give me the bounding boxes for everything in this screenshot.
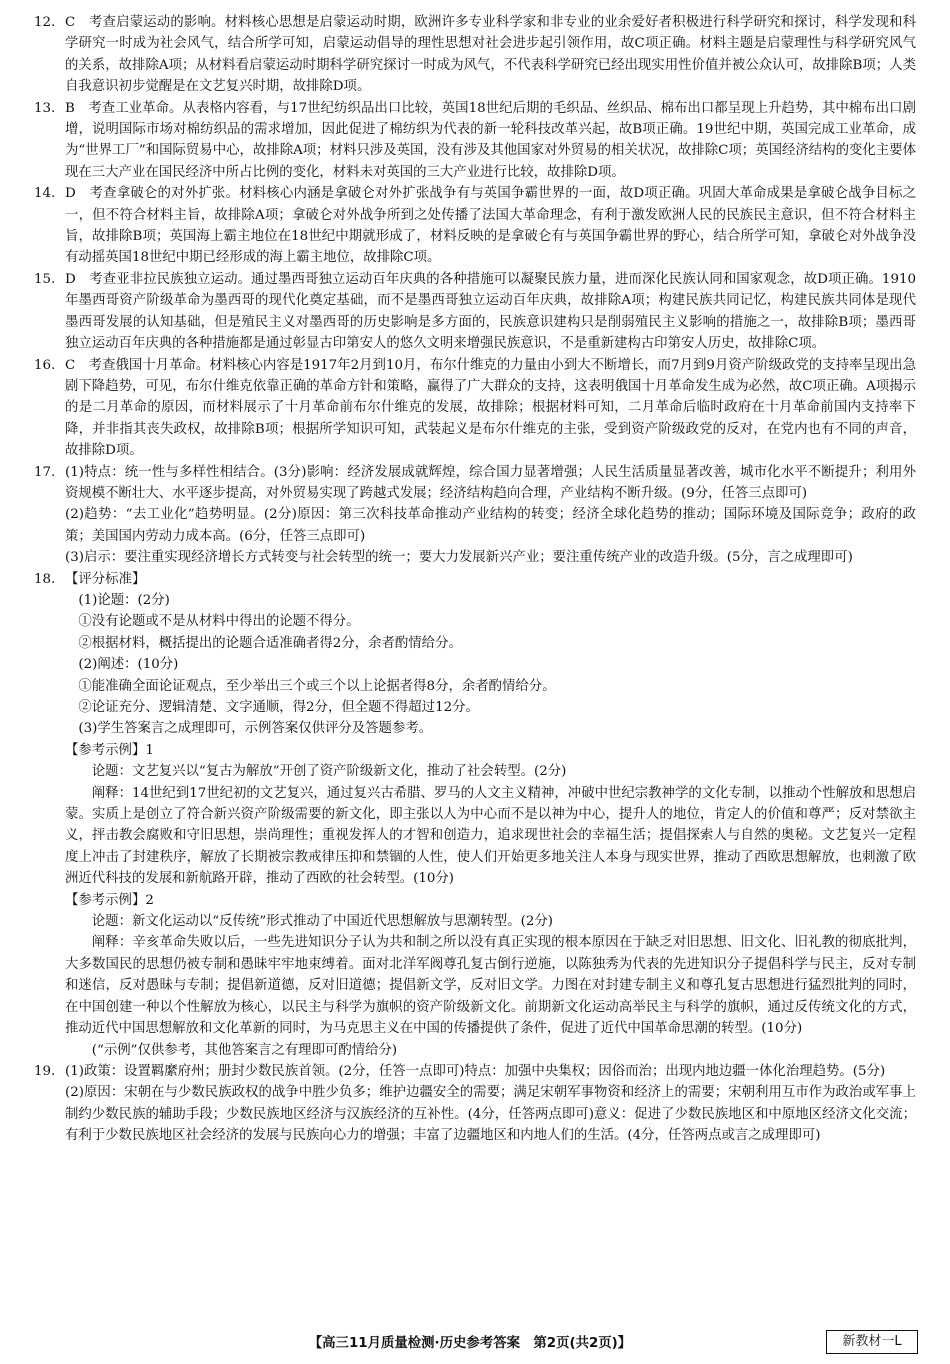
answer-part: (2)原因：宋朝在与少数民族政权的战争中胜少负多；维护边疆安全的需要；满足宋朝军事物资和经济上的需要；宋朝利用互市作为政治或军事上制约少数民族的辅助手段；少数民族地区经济与汉族经济的互补性。(4分，任答两点即可)意义：促进了少数民族地区和中原地区经济文化交流；有利于少数民族地区社会经济的发展与民族向心力的增强；丰富了边疆地区和内地人们的生活。(4分，任答两点或言之成理即可) [65, 1085, 916, 1144]
question-number: 14. [34, 186, 56, 202]
scoring-line: (3)学生答案言之成理即可，示例答案仅供评分及答题参考。 [78, 721, 433, 737]
question-number: 17. [34, 464, 56, 480]
answer-15 [34, 269, 916, 355]
edition-tag: 新教材一L [826, 1330, 918, 1354]
answer-text: D 考查亚非拉民族独立运动。通过墨西哥独立运动百年庆典的各种措施可以凝聚民族力量，进而深化民族认同和国家观念，故D项正确。1910年墨西哥资产阶级革命为墨西哥的现代化奠定基础，而不是墨西哥独立运动百年庆典，故排除A项；构建民族共同记忆，构建民族共同体是现代墨西哥发展的认知基础，但是殖民主义对墨西哥的历史影响是多方面的，民族意识建构只是削弱殖民主义影响的措施之一，故排除B项；墨西哥独立运动百年庆典的各种措施都是通过彰显古印第安人的悠久文明来增强民族意识，不是重新建构古印第安人历史，故排除C项。 [65, 271, 916, 352]
answer-19 [34, 1061, 916, 1147]
answer-part: (3)启示：要注重实现经济增长方式转变与社会转型的统一；要大力发展新兴产业；要注重传统产业的改造升级。(5分，言之成理即可) [65, 550, 853, 566]
answer-part: (1)特点：统一性与多样性相结合。(3分)影响：经济发展成就辉煌，综合国力显著增强；人民生活质量显著改善，城市化水平不断提升；利用外资规模不断壮大、水平逐步提高，对外贸易实现了跨越式发展；经济结构趋向合理，产业结构不断升级。(9分，任答三点即可) [65, 464, 916, 501]
example-body: 阐释：辛亥革命失败以后，一些先进知识分子认为共和制之所以没有真正实现的根本原因在于缺乏对旧思想、旧文化、旧礼教的彻底批判，大多数国民的思想仍被专制和愚昧牢牢地束缚着。面对北洋军阀尊孔复古倒行逆施，以陈独秀为代表的先进知识分子提倡科学与民主，反对专制和迷信，反对愚昧与专制；提倡新道德，反对旧道德；提倡新文学，反对旧文学。力图在对封建专制主义和尊孔复古思想进行猛烈批判的同时，在中国创建一种以个性解放为核心，以民主与科学为旗帜的资产阶级新文化。前期新文化运动高举民主与科学的旗帜，通过反传统文化的方式，推动近代中国思想解放和文化革新的同时，为马克思主义在中国的传播提供了条件，促进了近代中国革命思潮的转型。(10分) [65, 935, 916, 1037]
question-number: 18. [34, 571, 56, 587]
answer-text: B 考查工业革命。从表格内容看，与17世纪纺织品出口比较，英国18世纪后期的毛织品、丝织品、棉布出口都呈现上升趋势，其中棉布出口剧增，说明国际市场对棉纺织品的需求增加，因此促进了棉纺织为代表的新一轮科技改革兴起，故B项正确。19世纪中期，英国完成工业革命，成为“世界工厂”和国际贸易中心，故排除A项；材料只涉及英国，没有涉及其他国家对外贸易的相关状况，故排除C项；英国经济结构的变化主要体现在三大产业在国民经济中所占比例的变化，材料未对英国的三大产业进行比较，故排除D项。 [65, 100, 916, 180]
example-title: 【参考示例】2 [65, 892, 154, 908]
scoring-line: ②论证充分、逻辑清楚、文字通顺，得2分，但全题不得超过12分。 [78, 700, 479, 715]
example-thesis: 论题：新文化运动以“反传统”形式推动了中国近代思想解放与思潮转型。(2分) [91, 914, 553, 930]
answer-part: (2)趋势：“去工业化”趋势明显。(2分)原因：第三次科技革命推动产业结构的转变；经济全球化趋势的推动；国际环境及国际竞争；政府的政策；美国国内劳动力成本高。(6分，任答三点即可) [65, 507, 916, 544]
example-note: (“示例”仅供参考，其他答案言之有理即可酌情给分) [91, 1042, 398, 1058]
question-number: 12. [34, 15, 56, 30]
footer-title: 【高三11月质量检测·历史参考答案 第2页(共2页)】 [308, 1336, 632, 1351]
scoring-line: ②根据材料，概括提出的论题合适准确者得2分，余者酌情给分。 [78, 635, 462, 651]
scoring-line: (2)阐述：(10分) [78, 657, 179, 673]
answer-14 [34, 183, 916, 269]
example-body: 阐释：14世纪到17世纪初的文艺复兴，通过复兴古希腊、罗马的人文主义精神，冲破中世纪宗教神学的文化专制，以推动个性解放和思想启蒙。实质上是创立了符合新兴资产阶级需要的新文化，即主张以人为中心而不是以神为中心，提升人的地位，肯定人的价值和尊严；反对禁欲主义，抨击教会腐败和守旧思想，崇尚理性；重视发挥人的才智和创造力，追求现世社会的幸福生活；提倡探索人与自然的奥秘。文艺复兴一定程度上冲击了封建秩序，解放了长期被宗教戒律压抑和禁锢的人性，使人们开始更多地关注人本身与现实世界，推动了西欧思想解放，也刺激了欧洲近代科技的发展和新航路开辟，推动了西欧的社会转型。(10分) [65, 785, 916, 887]
answer-18 [34, 569, 916, 1061]
example-title: 【参考示例】1 [65, 742, 154, 758]
scoring-line: (1)论题：(2分) [78, 592, 170, 608]
page-footer [0, 1330, 950, 1356]
answer-13 [34, 98, 916, 184]
question-number: 16. [34, 357, 56, 373]
answer-text: D 考查拿破仑的对外扩张。材料核心内涵是拿破仑对外扩张战争有与英国争霸世界的一面，故D项正确。巩固大革命成果是拿破仑战争目标之一，但不符合材料主旨，故排除A项；拿破仑对外战争所到之处传播了法国大革命理念，有利于激发欧洲人民的民族民主意识，但不符合材料主旨，故排除B项；英国海上霸主地位在18世纪中期就形成了，材料反映的是拿破仑有与英国争霸世界的野心，结合所学可知，拿破仑对外战争没有动摇英国18世纪中期已经形成的海上霸主地位，故排除C项。 [65, 186, 916, 266]
scoring-line: ①能准确全面论证观点，至少举出三个或三个以上论据者得8分，余者酌情给分。 [78, 678, 556, 694]
answer-12 [34, 12, 916, 98]
answer-text: C 考查启蒙运动的影响。材料核心思想是启蒙运动时期，欧洲许多专业科学家和非专业的业余爱好者积极进行科学研究和探讨，科学发现和科学研究一时成为社会风气，结合所学可知，启蒙运动倡导的理性思想对社会进步起引领作用，故C项正确。材料主题是启蒙理性与科学研究风气的关系，故排除A项；从材料看启蒙运动时期科学研究探讨一时成为风气，不代表科学研究已经出现实用性价值并被公众认可，故排除B项；人类自我意识初步觉醒是在文艺复兴时期，故排除D项。 [65, 15, 916, 95]
answer-text: C 考查俄国十月革命。材料核心内容是1917年2月到10月，布尔什维克的力量由小到大不断增长，而7月到9月资产阶级政党的支持率呈现出急剧下降趋势，可见，布尔什维克依靠正确的革命方针和策略，赢得了广大群众的支持，这表明俄国十月革命发生成为必然，故C项正确。A项揭示的是二月革命的原因，而材料展示了十月革命前布尔什维克的发展，故排除；根据材料可知，二月革命后临时政府在十月革命前国内支持率下降，并非指其丧失政权，故排除B项；根据所学知识可知，武装起义是布尔什维克的主张，受到资产阶级政党的反对，在党内也有不同的声音，故排除D项。 [65, 357, 916, 459]
question-number: 15. [34, 271, 56, 287]
question-number: 19. [34, 1063, 56, 1079]
answer-17 [34, 462, 916, 569]
scoring-title: 【评分标准】 [65, 571, 146, 587]
answer-content [34, 12, 916, 1147]
answer-16 [34, 355, 916, 462]
scoring-line: ①没有论题或不是从材料中得出的论题不得分。 [78, 614, 360, 630]
question-number: 13. [34, 100, 56, 116]
example-thesis: 论题：文艺复兴以“复古为解放”开创了资产阶级新文化，推动了社会转型。(2分) [91, 764, 567, 780]
answer-part: (1)政策：设置羁縻府州；册封少数民族首领。(2分，任答一点即可)特点：加强中央集权；因俗而治；出现内地边疆一体化治理趋势。(5分) [65, 1063, 886, 1079]
